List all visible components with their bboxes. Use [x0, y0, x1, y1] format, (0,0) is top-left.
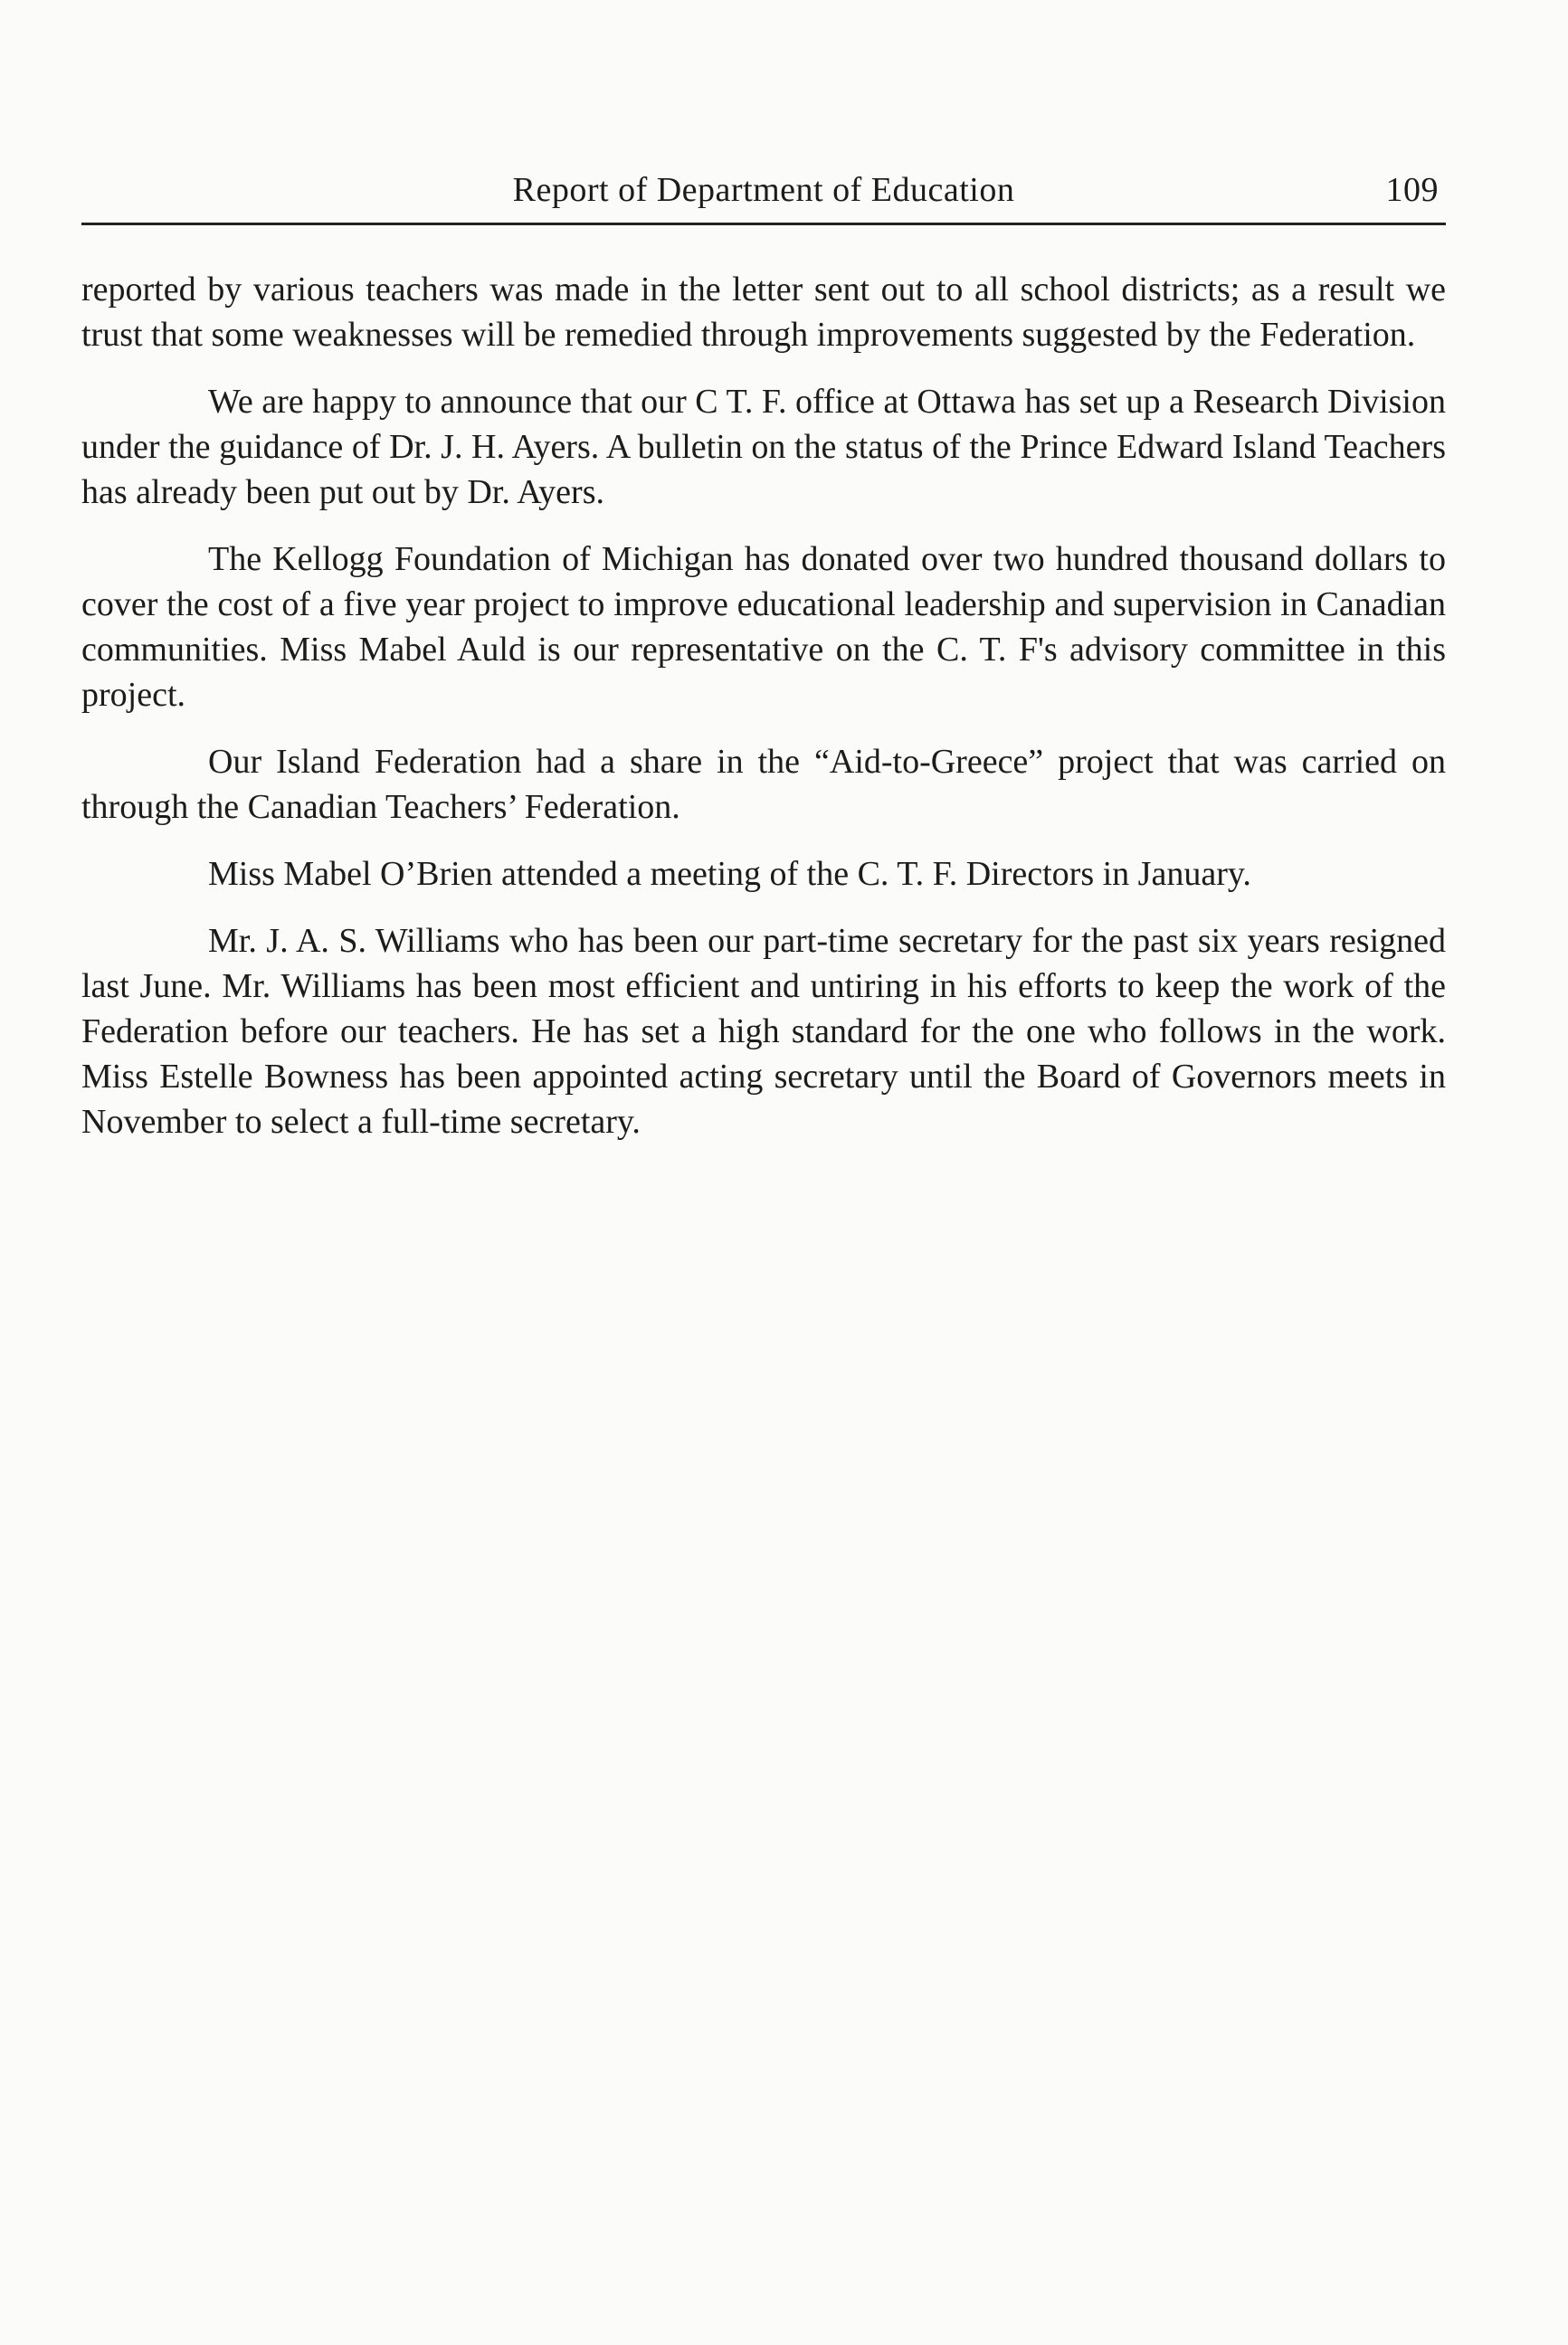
paragraph-3: The Kellogg Foundation of Michigan has donated over two hundred thousand dollars to cover the cost of a five year project to improve educational leadership and supervision in Canadian communities. Miss Mabel Auld is our representative on the C. T. F's advisory committee in this project.: [81, 540, 1446, 714]
paragraph-1: reported by various teachers was made in the letter sent out to all school districts; as a result we trust that some weaknesses will be remedied through improvements suggested by the Federation.: [81, 271, 1446, 354]
document-page: [81, 163, 1446, 1166]
running-head: [81, 163, 1446, 217]
paragraph-6: Mr. J. A. S. Williams who has been our part-time secretary for the past six years resigned last June. Mr. Williams has been most efficient and untiring in his efforts to keep the work of the Federation before our teachers. He has set a high standard for the one who follows in the work. Miss Estelle Bowness has been appointed acting secretary until the Board of Governors meets in November to select a full-time secretary.: [81, 922, 1446, 1141]
header-rule: [81, 223, 1446, 225]
page-number: 109: [1385, 171, 1439, 209]
paragraph-5: Miss Mabel O’Brien attended a meeting of the C. T. F. Directors in January.: [208, 855, 1251, 893]
body-text: [81, 267, 1446, 1144]
paragraph-4: Our Island Federation had a share in the “Aid-to-Greece” project that was carried on through the Canadian Teachers’ Federation.: [81, 743, 1446, 826]
paragraph-2: We are happy to announce that our C T. F. office at Ottawa has set up a Research Division under the guidance of Dr. J. H. Ayers. A bulletin on the status of the Prince Edward Island Teachers has already been put out by Dr. Ayers.: [81, 383, 1446, 511]
running-title: Report of Department of Education: [512, 171, 1015, 209]
